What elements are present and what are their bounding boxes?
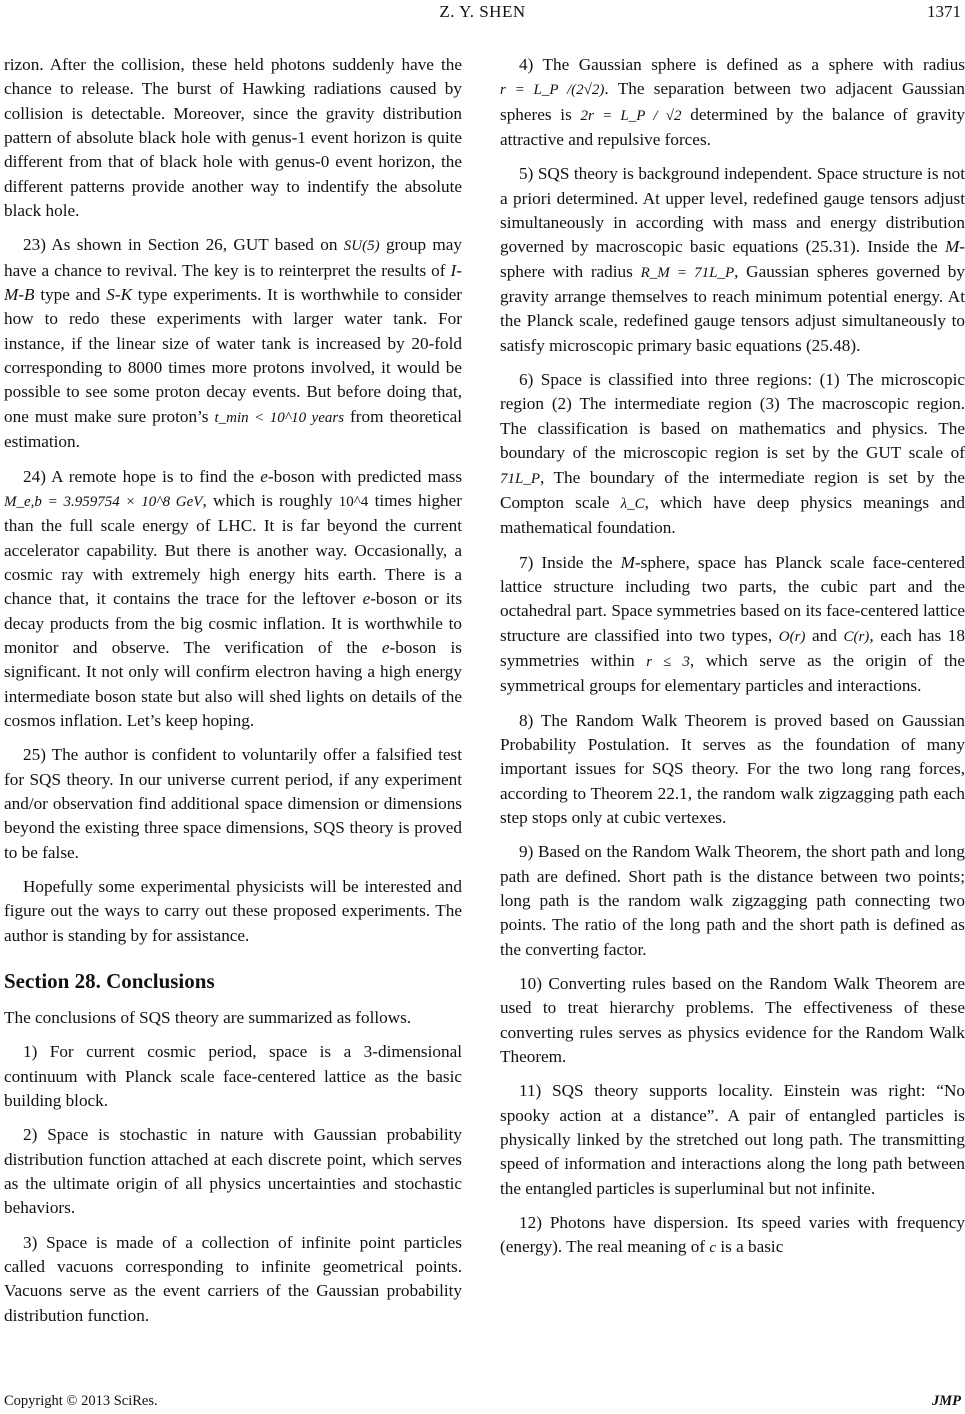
text: -boson is significant. It not only will confirm electron having a high energy intermediate boson state but also will shed lights on details of the cosmos inflation. Let’s keep hoping. <box>4 637 462 730</box>
text: and <box>812 625 837 645</box>
conclusion-item-8: 8) The Random Walk Theorem is proved based on Gaussian Probability Postulation. It serves as the foundation of many important issues for SQS theory. For the two long rang forces, according to Theorem 22.1, the random walk zigzagging path each step stops only at cubic vertexes. <box>500 710 965 827</box>
equation-gaussian-radius: r = L_P /(2√2) <box>500 82 605 99</box>
conclusion-item-6 <box>500 368 965 540</box>
text: 6) Space is classified into three regions: (1) The microscopic region (2) The intermediate region (3) The macroscopic region. The classification is based on mathematics and physics. The boundary of the microscopic region is set by the GUT scale of <box>500 370 965 463</box>
right-column <box>500 53 965 1271</box>
journal-abbreviation: JMP <box>932 1393 961 1409</box>
conclusion-item-3: 3) Space is made of a collection of infinite point particles called vacuons corresponding to infinite geometrical points. Vacuons serve as the event carriers of the Gaussian probability distribution function. <box>4 1232 462 1325</box>
text: 4) The Gaussian sphere is defined as a sphere with radius <box>519 55 965 74</box>
equation-rm: R_M = 71L_P <box>640 264 735 281</box>
conclusion-item-9: 9) Based on the Random Walk Theorem, the short path and long path are defined. Short path is the distance between two points; long path is the random walk zigzagging path connecting two points. The ratio of the long path and the short path is defined as the converting factor. <box>500 842 965 959</box>
paragraph-item-25: 25) The author is confident to voluntarily offer a falsified test for SQS theory. In our universe current period, if any experiment and/or observation find additional space dimension or dimensions beyond the existing three space dimensions, SQS theory is proved to be false. <box>4 745 462 862</box>
text: -boson with predicted mass <box>267 466 463 486</box>
page-number: 1371 <box>927 2 961 21</box>
text: 24) A remote hope is to find the <box>23 466 255 486</box>
text: , The boundary of the intermediate region is set by the Compton scale <box>500 467 965 512</box>
paragraph-continued: rizon. After the collision, these held photons suddenly have the chance to release. The burst of Hawking radiations caused by collision is detectable. Moreover, since the gravity distribution pattern of absolute black hole with genus-1 event horizon is quite different from that of black hole with genus-0 event horizon, the different patterns provide another way to indentify the absolute black hole. <box>4 55 462 221</box>
e-boson-symbol: e <box>260 466 268 486</box>
text: from theoretical estimation. <box>4 406 462 452</box>
equation-eboson-mass: M_e,b = 3.959754 × 10^8 GeV <box>4 493 203 510</box>
section-heading: Section 28. Conclusions <box>4 969 215 994</box>
equation-su5: SU(5) <box>343 238 380 255</box>
conclusion-item-5 <box>500 162 965 358</box>
equation-r-le-3: r ≤ 3 <box>646 653 690 670</box>
text: group may have a chance to revival. The key is to reinterpret the results of <box>4 235 462 280</box>
equation-tmin: t_min < 10^10 years <box>214 409 345 426</box>
text: . The separation between two adjacent Gaussian spheres is <box>500 79 965 124</box>
page-header <box>0 2 965 24</box>
text: , which serve as the origin of the symmetrical groups for elementary particles and interactions. <box>500 650 965 696</box>
conclusion-item-2: 2) Space is stochastic in nature with Gaussian probability distribution function attached at each discrete point, which serves as the ultimate origin of all physics uncertainties and stochastic behaviors. <box>4 1125 462 1218</box>
equation-c-r: C(r) <box>843 628 870 645</box>
equation-gut-scale: 71L_P <box>500 470 541 487</box>
e-boson-symbol: e <box>381 637 390 657</box>
text: 12) Photons have dispersion. Its speed varies with frequency (energy). The real meaning of <box>500 1213 965 1257</box>
conclusion-item-4 <box>500 53 965 152</box>
experiment-imb: I-M-B <box>4 260 462 305</box>
m-sphere-symbol: M <box>620 552 635 572</box>
text: , each has 18 symmetries within <box>500 625 965 670</box>
text: type and <box>40 285 101 305</box>
text: , which have deep physics meanings and mathematical foundation. <box>500 492 965 538</box>
text: -sphere, space has Planck scale face-centered lattice structure including two parts, the cubic part and the octahedral part. Space symmetries based on its face-centered lattice structure are classified into two types, <box>500 552 965 645</box>
equation-separation: 2r = L_P / √2 <box>580 107 682 124</box>
page-footer <box>0 1393 965 1413</box>
text: -boson or its decay products from the big cosmic inflation. It is worthwhile to monitor and observe. The verification of the <box>4 589 463 657</box>
equation-compton: λ_C <box>620 495 645 512</box>
equation-o-r: O(r) <box>778 628 806 645</box>
text: 5) SQS theory is background independent. Space structure is not a priori determined. At upper level, redefined gauge tensors adjust simultaneously in according with mass and energy distribution governed by macroscopic basic equations (25.31). Inside the <box>500 164 965 257</box>
text: , which is roughly <box>202 490 333 510</box>
text: times higher than the full scale energy of LHC. It is far beyond the current accelerator capability. But there is another way. Occasionally, a cosmic ray with extremely high energy hits earth. There is a chance that, it contains the trace for the leftover <box>4 490 462 609</box>
text: , Gaussian spheres governed by gravity arrange themselves to reach minimum potential energy. At the Planck scale, redefined gauge tensors adjust simultaneously to satisfy microscopic primary basic equations (25.48). <box>500 261 965 355</box>
text: type experiments. It is worthwhile to consider how to redo these experiments with larger water tank. For instance, if the linear size of water tank is increased by 20-fold corresponding to 8000 times more protons involved, it would be possible to see some proton decay events. But before doing that, one must make sure proton’s <box>4 285 463 426</box>
text: -sphere with radius <box>500 237 965 281</box>
e-boson-symbol: e <box>362 589 371 609</box>
equation-c: c <box>709 1240 717 1257</box>
conclusion-item-10: 10) Converting rules based on the Random Walk Theorem are used to treat hierarchy problems. The effectiveness of these converting rules serves as physics evidence for the Random Walk Theorem. <box>500 974 965 1067</box>
paragraph-conclusions-intro: The conclusions of SQS theory are summarized as follows. <box>4 1008 412 1028</box>
running-header-author: Z. Y. SHEN <box>439 2 526 21</box>
text: is a basic <box>720 1237 784 1257</box>
text: 23) As shown in Section 26, GUT based on <box>23 235 338 255</box>
conclusion-item-12 <box>500 1211 965 1261</box>
text: determined by the balance of gravity attractive and repulsive forces. <box>500 104 965 150</box>
equation-ten-power-four: 10^4 <box>338 493 369 510</box>
conclusion-item-1: 1) For current cosmic period, space is a 3-dimensional continuum with Planck scale face-centered lattice as the basic building block. <box>4 1042 462 1111</box>
copyright-notice: Copyright © 2013 SciRes. <box>4 1393 158 1409</box>
left-column <box>4 53 462 1338</box>
text: 7) Inside the <box>519 552 613 572</box>
paragraph-item-23 <box>4 233 462 454</box>
experiment-sk: S-K <box>106 285 133 305</box>
paragraph-hopefully: Hopefully some experimental physicists will be interested and figure out the ways to carry out these proposed experiments. The author is standing by for assistance. <box>4 877 462 945</box>
m-sphere-symbol: M <box>944 237 960 257</box>
paragraph-item-24 <box>4 465 462 734</box>
conclusion-item-7 <box>500 551 965 699</box>
conclusion-item-11: 11) SQS theory supports locality. Einstein was right: “No spooky action at a distance”. A pair of entangled particles is physically linked by the stretched out long path. The transmitting speed of information and interactions along the long path between the entangled particles is superluminal but not infinite. <box>500 1081 965 1198</box>
